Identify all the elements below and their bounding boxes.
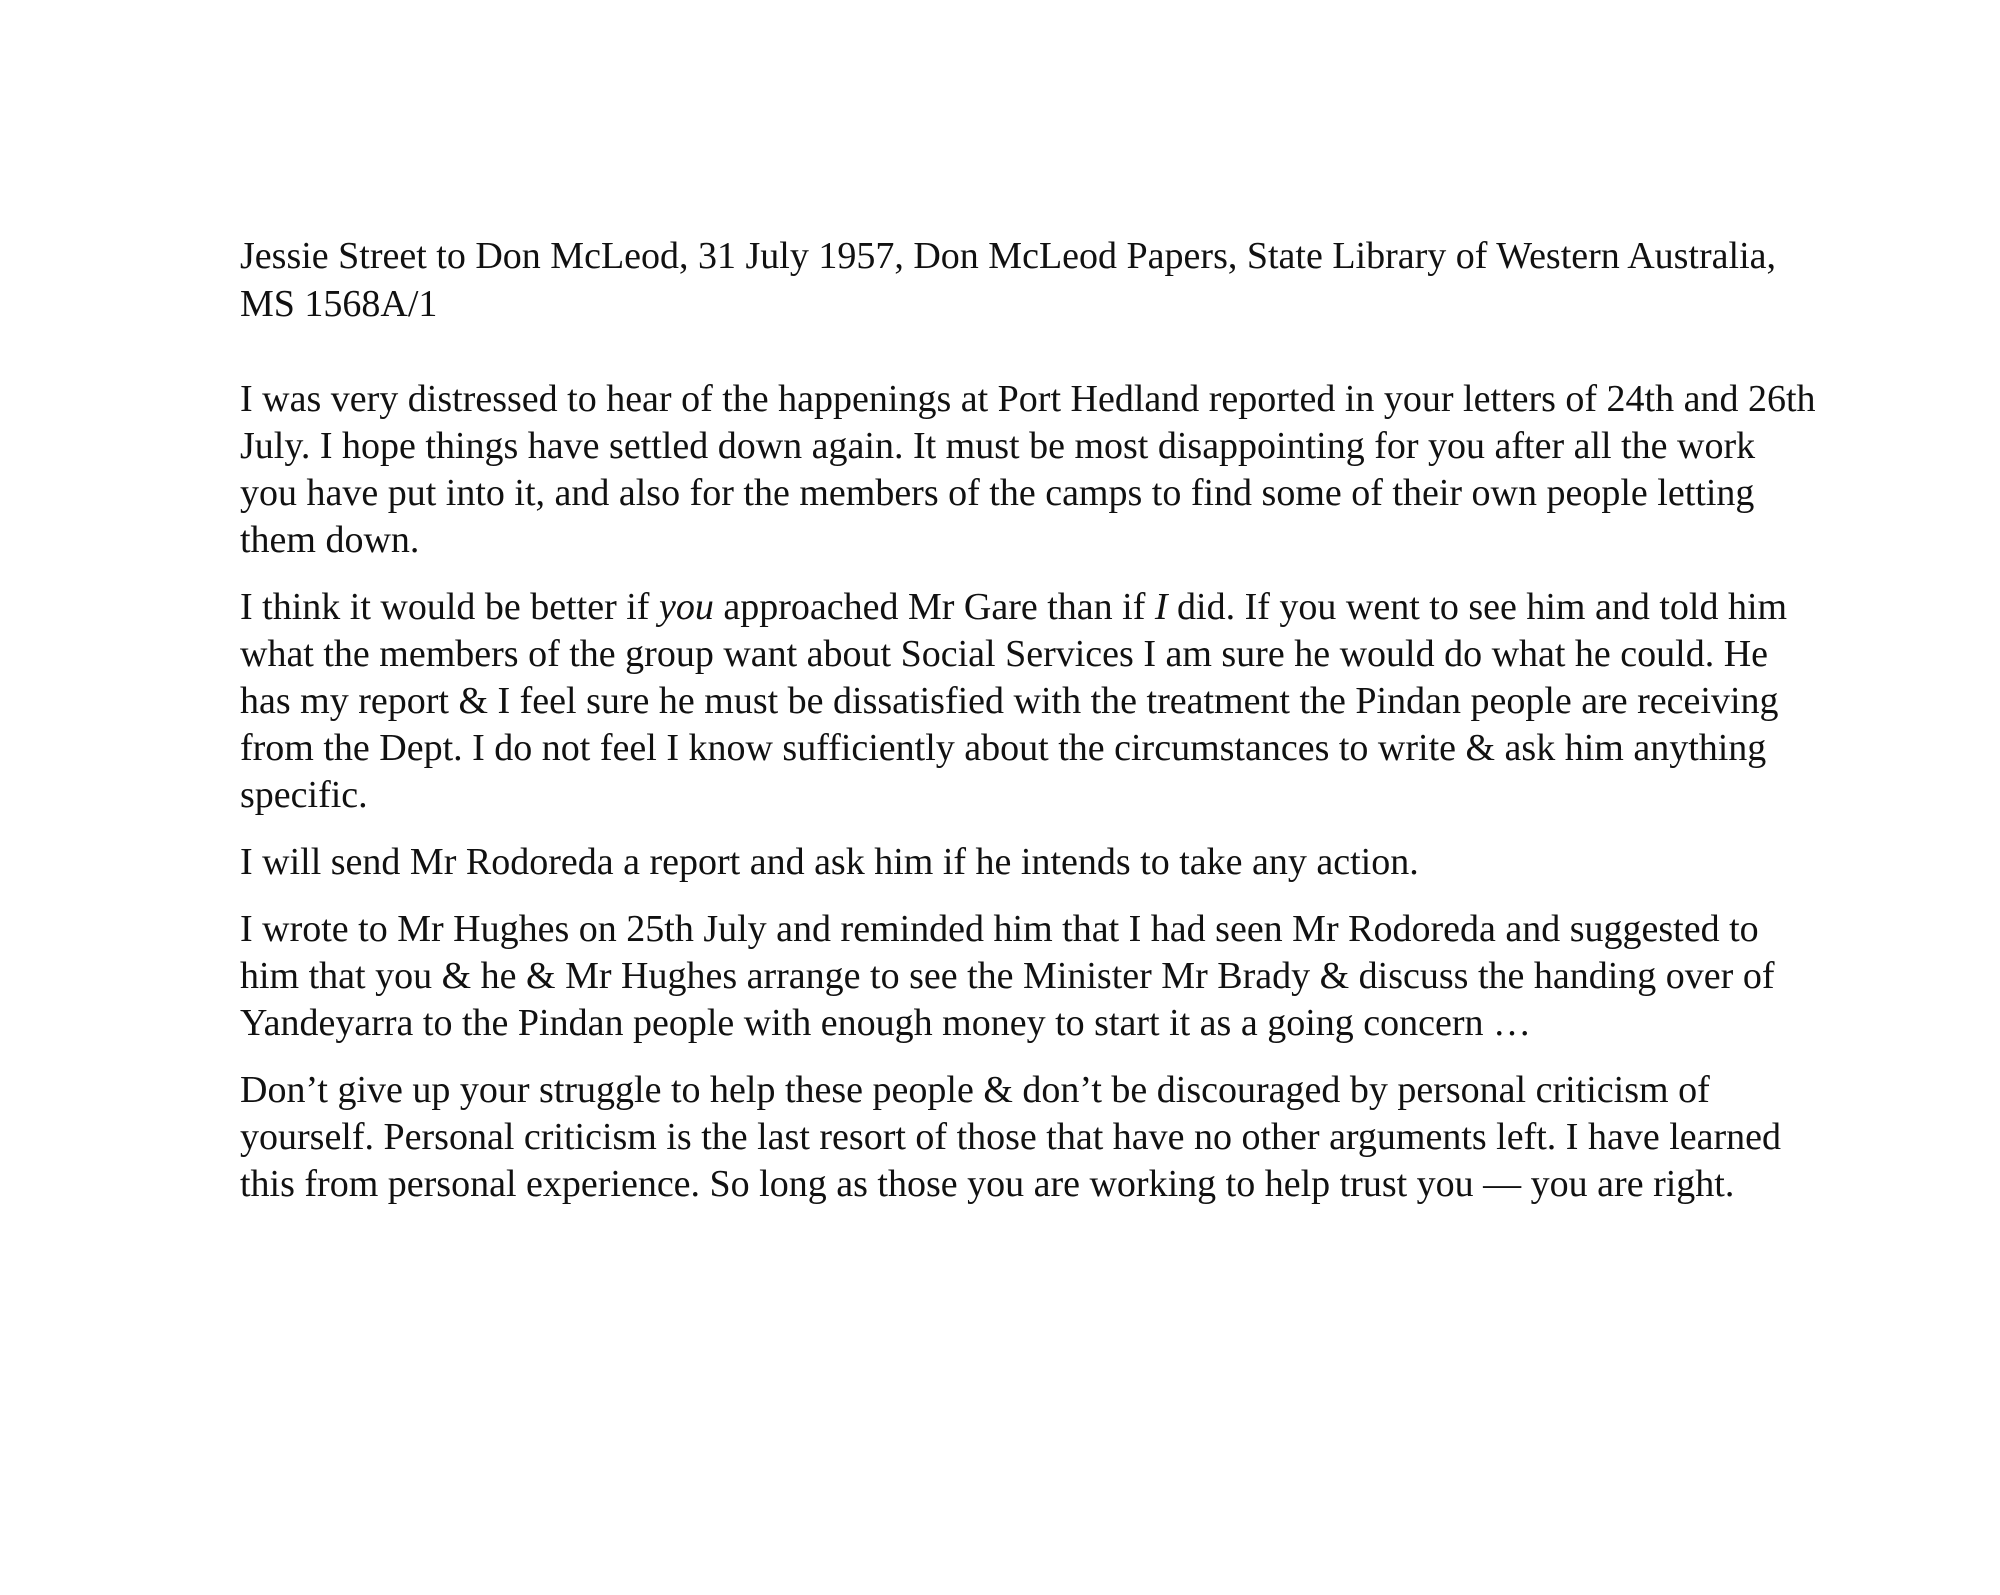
paragraph-2-emphasis-i: I	[1154, 586, 1168, 628]
paragraph-2-text-a: I think it would be better if	[240, 586, 659, 628]
paragraph-5: Don’t give up your struggle to help these people & don’t be discouraged by personal criticism of yourself. Personal criticism is the last resort of those that have no other arguments left. I have learned this from personal experience. So long as those you are working to help trust you — you are right.	[240, 1069, 1782, 1205]
paragraph-2-text-b: approached Mr Gare than if	[713, 586, 1155, 628]
document-body	[240, 232, 1820, 1228]
source-citation: Jessie Street to Don McLeod, 31 July 1957, Don McLeod Papers, State Library of Western Australia, MS 1568A/1	[240, 235, 1776, 325]
paragraph-2-text-c: did. If you went to see him and told him what the members of the group want about Social Services I am sure he would do what he could. He has my report & I feel sure he must be dissatisfied with the treatment the Pindan people are receiving from the Dept. I do not feel I know sufficiently about the circumstances to write & ask him anything specific.	[240, 586, 1788, 816]
paragraph-1: I was very distressed to hear of the happenings at Port Hedland reported in your letters of 24th and 26th July. I hope things have settled down again. It must be most disappointing for you after all the work you have put into it, and also for the members of the camps to find some of their own people letting them down.	[240, 378, 1816, 561]
paragraph-2	[240, 584, 1820, 819]
paragraph-3: I will send Mr Rodoreda a report and ask him if he intends to take any action.	[240, 841, 1419, 883]
paragraph-4: I wrote to Mr Hughes on 25th July and reminded him that I had seen Mr Rodoreda and suggested to him that you & he & Mr Hughes arrange to see the Minister Mr Brady & discuss the handing over of Yandeyarra to the Pindan people with enough money to start it as a going concern …	[240, 908, 1775, 1044]
paragraph-2-emphasis-you: you	[658, 586, 714, 628]
